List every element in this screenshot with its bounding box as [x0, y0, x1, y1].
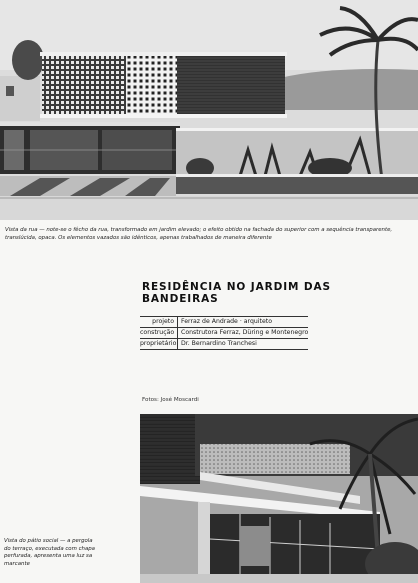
bottom-photo-patio-view	[140, 414, 418, 583]
bottom-photo-caption	[4, 538, 134, 568]
article-title: RESIDÊNCIA NO JARDIM DAS BANDEIRAS	[142, 281, 332, 305]
caption-line: marcante	[4, 560, 30, 567]
photo-credit: Fotos: José Moscardi	[142, 397, 199, 403]
credit-row-projeto	[140, 316, 308, 327]
credits-table	[140, 316, 308, 350]
top-photo-house-street-view	[0, 0, 418, 220]
credit-row-construcao	[140, 327, 308, 338]
credit-role: construção	[140, 328, 178, 338]
caption-line: perfurada, apresenta uma luz sa	[4, 553, 93, 559]
top-photo-caption	[5, 226, 413, 242]
credit-role: proprietário	[140, 340, 177, 347]
caption-line: do terraço, executada com chapa	[4, 545, 95, 552]
bottom-photo-illustration	[140, 414, 418, 583]
top-photo-illustration	[0, 0, 418, 220]
credit-row-proprietario	[140, 338, 308, 350]
credit-name: Construtora Ferraz, Düring e Montenegro	[181, 329, 309, 336]
caption-line: Vista do pátio social — a pergola	[4, 538, 93, 544]
caption-line: Vista da rua — note-se o fêcho da rua, transformado em jardim elevado; o efeito obtido na fachada do superior com a sequência transparente,	[5, 227, 393, 233]
credit-name: Dr. Bernardino Tranchesi	[181, 340, 257, 347]
credit-role: projeto	[140, 317, 178, 327]
caption-line: translúcida, opaca. Os elementos vazados são idênticos, apenas trabalhados de maneira diferente	[5, 235, 272, 241]
credit-name: Ferraz de Andrade · arquiteto	[181, 318, 273, 325]
